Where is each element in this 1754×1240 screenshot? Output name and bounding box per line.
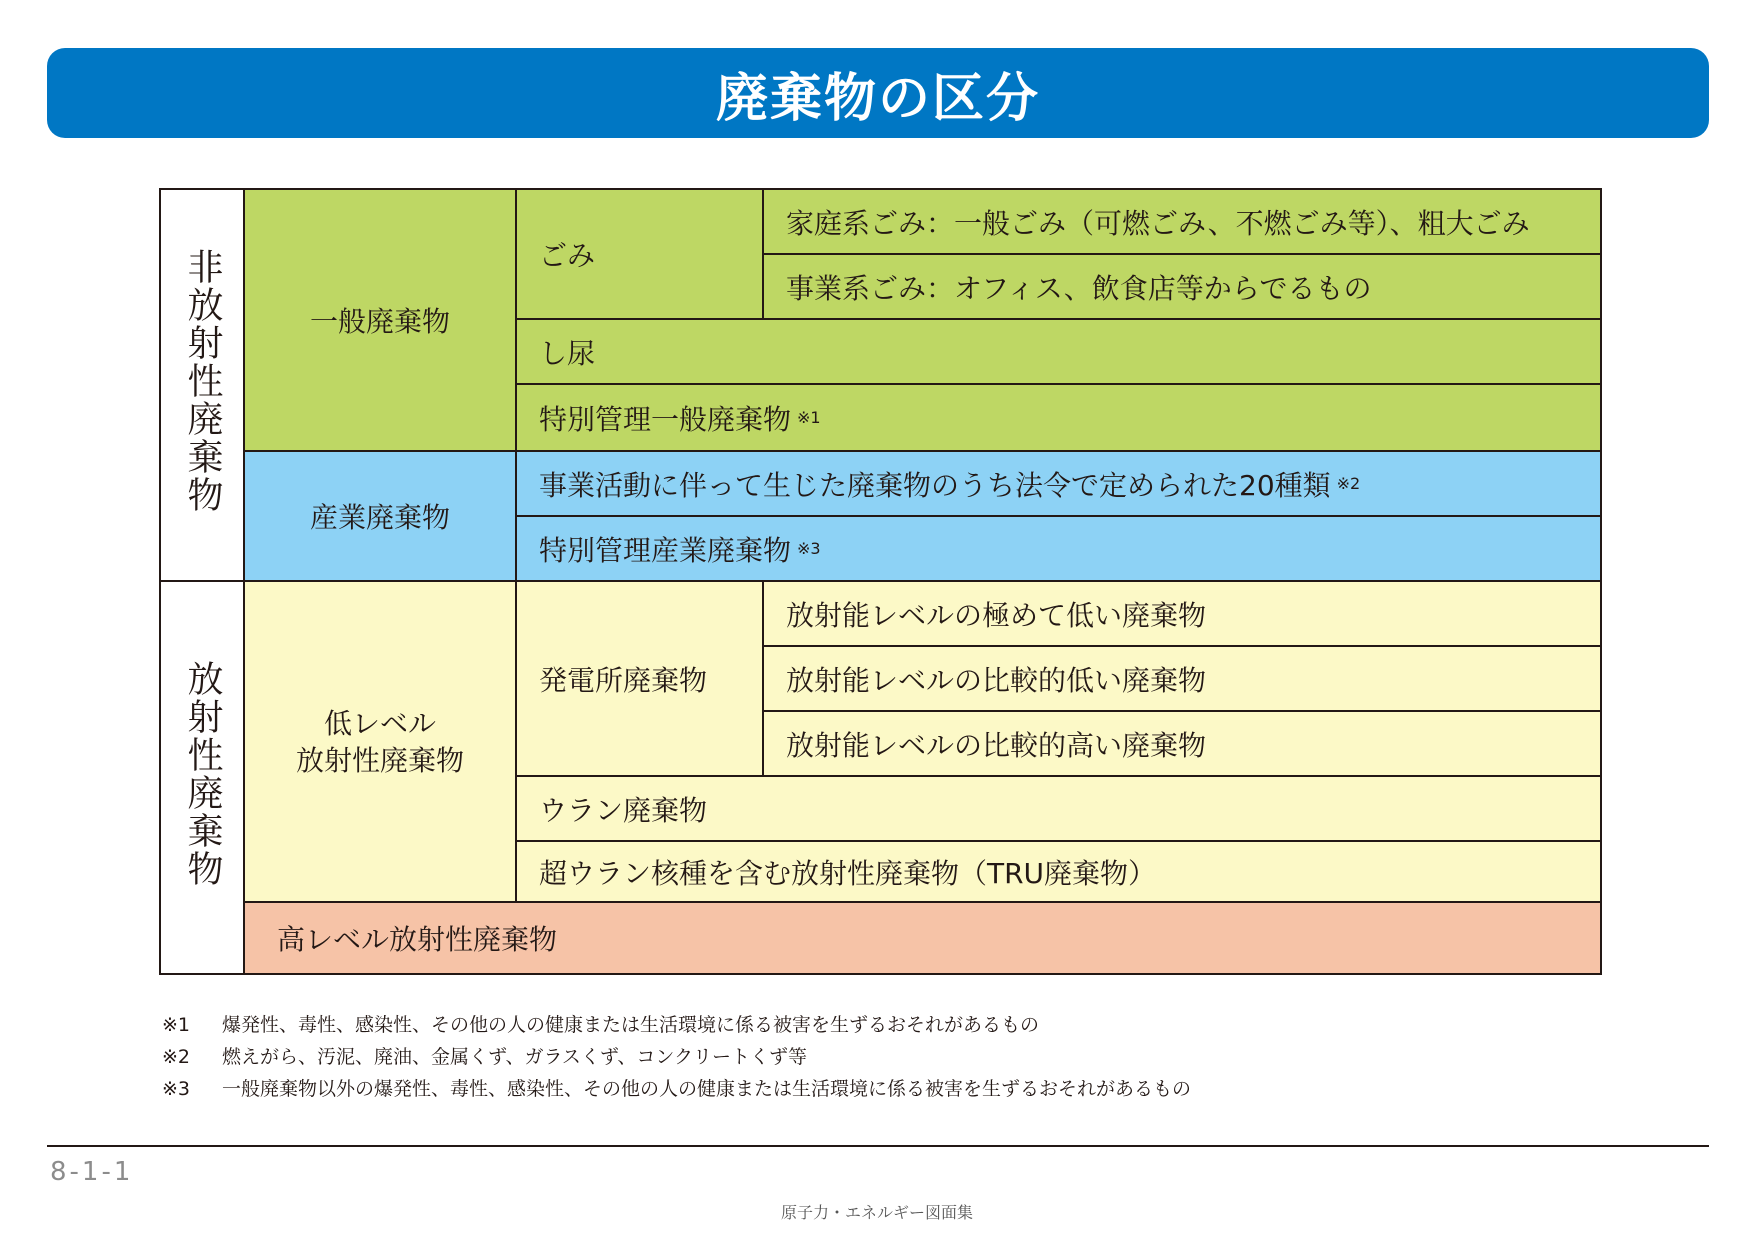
low-level-label-line2: 放射性廃棄物 bbox=[295, 743, 464, 777]
uranium-waste-text: ウラン廃棄物 bbox=[539, 793, 708, 827]
note-mark-2: ※2 bbox=[1336, 474, 1361, 493]
footnote-1-text: 爆発性、毒性、感染性、その他の人の健康または生活環境に係る被害を生ずるおそれがあるもの bbox=[222, 1014, 1040, 1036]
footnote-2 bbox=[162, 1042, 807, 1069]
very-low-level-row bbox=[762, 580, 1602, 647]
special-general-waste-text: 特別管理一般廃棄物 bbox=[539, 402, 792, 436]
page-title: 廃棄物の区分 bbox=[715, 68, 1040, 129]
note-mark-1: ※1 bbox=[797, 408, 821, 427]
uranium-waste-row bbox=[515, 775, 1602, 842]
twenty-types-row bbox=[515, 450, 1602, 517]
category-non-radioactive bbox=[159, 188, 245, 582]
business-waste-row bbox=[762, 253, 1602, 320]
gomi-cell bbox=[515, 188, 764, 320]
note-mark-3: ※3 bbox=[797, 539, 821, 558]
category-radioactive-label: 放射性廃棄物 bbox=[182, 659, 223, 888]
relatively-high-level-row bbox=[762, 710, 1602, 777]
household-waste-text: 家庭系ごみ：一般ごみ（可燃ごみ、不燃ごみ等）、粗大ごみ bbox=[786, 206, 1530, 240]
general-waste-label: 一般廃棄物 bbox=[309, 305, 450, 338]
footnote-1-mark: ※1 bbox=[162, 1014, 191, 1036]
low-level-label-line1: 低レベル bbox=[323, 706, 436, 740]
footnote-1 bbox=[162, 1010, 1039, 1037]
twenty-types-text: 事業活動に伴って生じた廃棄物のうち法令で定められた20種類 bbox=[539, 468, 1331, 502]
very-low-level-text: 放射能レベルの極めて低い廃棄物 bbox=[786, 598, 1207, 632]
footer-divider bbox=[47, 1145, 1709, 1147]
page-number: 8-1-1 bbox=[50, 1157, 134, 1187]
gomi-label: ごみ bbox=[539, 239, 596, 272]
special-general-waste-row bbox=[515, 383, 1602, 452]
industrial-waste-label: 産業廃棄物 bbox=[309, 501, 450, 534]
relatively-low-level-row bbox=[762, 645, 1602, 712]
publication-name: 原子力・エネルギー図面集 bbox=[780, 1203, 973, 1222]
night-soil-row bbox=[515, 318, 1602, 385]
night-soil-text: し尿 bbox=[539, 336, 596, 370]
power-plant-waste-label: 発電所廃棄物 bbox=[539, 663, 708, 697]
business-waste-text: 事業系ごみ：オフィス、飲食店等からでるもの bbox=[786, 271, 1372, 305]
relatively-low-level-text: 放射能レベルの比較的低い廃棄物 bbox=[786, 663, 1207, 697]
footnote-3 bbox=[162, 1074, 1191, 1101]
power-plant-waste-cell bbox=[515, 580, 764, 777]
special-industrial-waste-text: 特別管理産業廃棄物 bbox=[539, 533, 792, 567]
footnote-3-mark: ※3 bbox=[162, 1078, 191, 1100]
household-waste-row bbox=[762, 188, 1602, 255]
category-non-radioactive-label: 非放射性廃棄物 bbox=[182, 248, 223, 514]
footnote-2-mark: ※2 bbox=[162, 1046, 191, 1068]
tru-waste-row bbox=[515, 840, 1602, 903]
footnote-3-text: 一般廃棄物以外の爆発性、毒性、感染性、その他の人の健康または生活環境に係る被害を生ずるおそれがあるもの bbox=[222, 1078, 1192, 1100]
footnote-2-text: 燃えがら、汚泥、廃油、金属くず、ガラスくず、コンクリートくず等 bbox=[222, 1046, 808, 1068]
tru-waste-text: 超ウラン核種を含む放射性廃棄物（TRU廃棄物） bbox=[539, 856, 1157, 890]
relatively-high-level-text: 放射能レベルの比較的高い廃棄物 bbox=[786, 728, 1207, 762]
industrial-waste-cell bbox=[243, 450, 517, 582]
high-level-waste-text: 高レベル放射性廃棄物 bbox=[277, 923, 558, 956]
high-level-waste-row bbox=[243, 901, 1602, 975]
low-level-waste-cell bbox=[243, 580, 517, 903]
special-industrial-waste-row bbox=[515, 515, 1602, 582]
category-radioactive bbox=[159, 580, 245, 975]
general-waste-cell bbox=[243, 188, 517, 452]
